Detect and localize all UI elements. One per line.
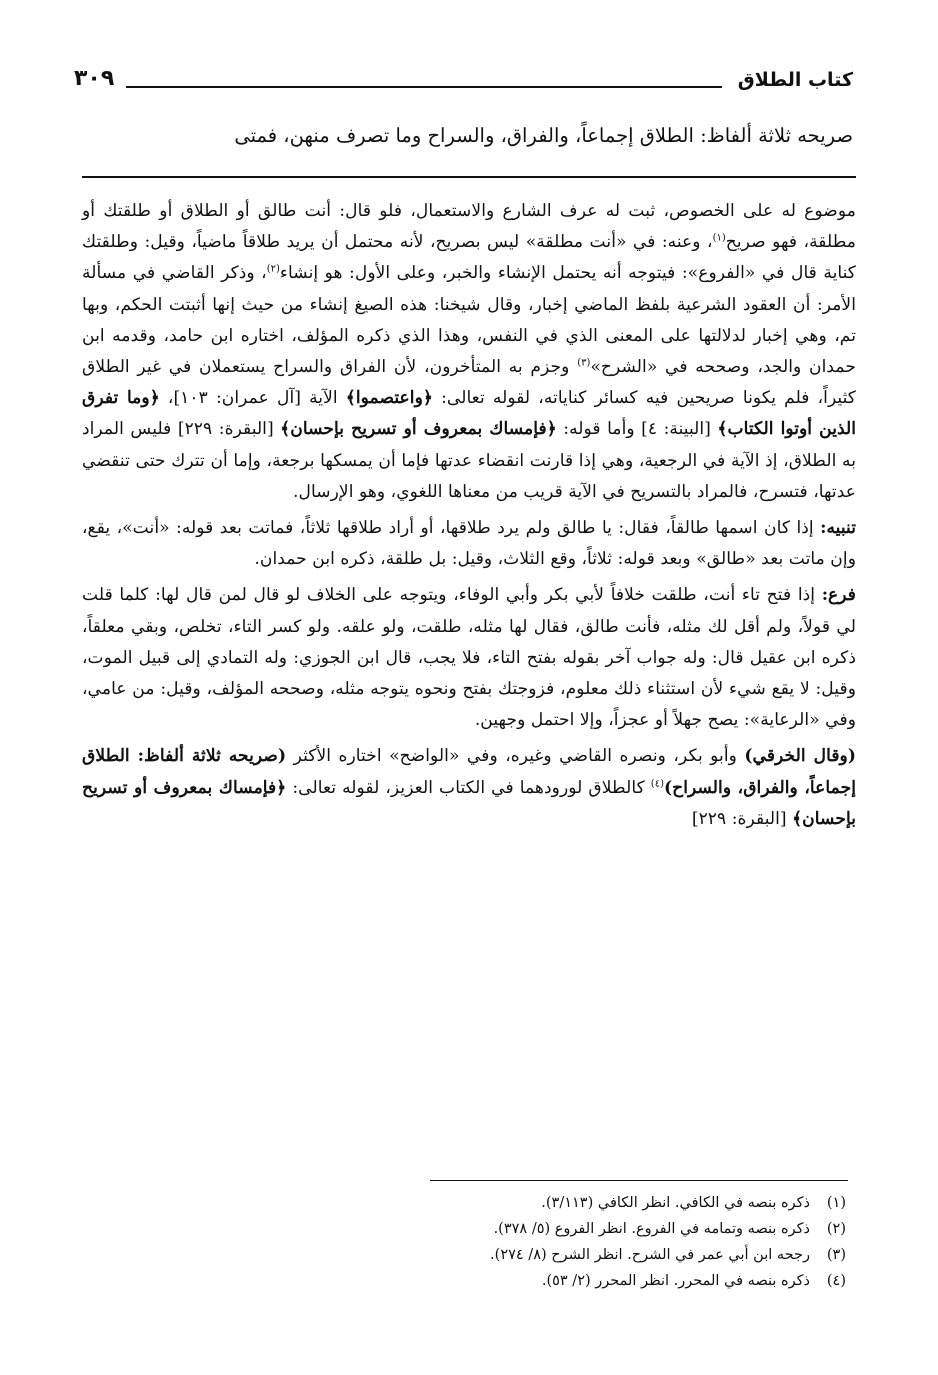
- footnote-3: [100, 1242, 846, 1268]
- body-text: [البقرة: ٢٢٩]: [691, 808, 793, 829]
- commentary-paragraph: [82, 513, 856, 575]
- footnote-text: ذكره بنصه في الكافي. انظر الكافي (٣/١١٣).: [541, 1195, 810, 1211]
- body-text: إذا فتح تاء أنت، طلقت خلافاً لأبي بكر وأبي الوفاء، ويتوجه على الخلاف لو قال لمن قال لها: كلما قلت لي قولاً، ولم أقل لك مثله، فأنت طالق، فقال لها مثله، طلقت، ولو علقه. ولو كسر التاء، تخلص، وبقي معلقاً، ذكره ابن عقيل قال: وله جواب آخر بقوله بفتح التاء، فلا يجب، قال ابن الجوزي: وله التمادي إلى قبيل الموت، وقيل: لا يقع شيء لأن استثناء ذلك معلوم، فزوجتك بفتح ونحوه يتوجه مثله، وصححه المؤلف، وقيل: من عامي، وفي «الرعاية»: يصح جهلاً أو عجزاً، وإلا احتمل وجهين.: [82, 585, 856, 731]
- body-text: موضوع له على الخصوص، ثبت له عرف الشارع والاستعمال، فلو قال: أنت طالق أو الطلاق أو طلقتك أو مطلقة، فهو صريح: [82, 201, 856, 253]
- body-text: إذا كان اسمها طالقاً، فقال: يا طالق ولم يرد طلاقها، أو أراد طلاقها ثلاثاً، فماتت بعد قوله: «أنت»، يقع، وإن ماتت بعد «طالق» وبعد قوله: ثلاثاً، وقع الثلاث، وقيل: بل طلقة، ذكره ابن حمدان.: [82, 518, 856, 570]
- footnote-text: رجحه ابن أبي عمر في الشرح. انظر الشرح (٨/ ٢٧٤).: [490, 1247, 810, 1263]
- footnote-2: [100, 1216, 846, 1242]
- footnote-reference: (٣): [577, 357, 591, 369]
- matn-text: صريحه ثلاثة ألفاظ: الطلاق إجماعاً، والفراق، والسراح وما تصرف منهن، فمتى: [234, 124, 853, 147]
- body-text: ، وعنه: في «أنت مطلقة» ليس بصريح، لأنه محتمل أن يريد طلاقاً ماضياً، وقيل: وطلقتك كناية قال في «الفروع»: فيتوجه أنه يحتمل الإنشاء والخبر، وعلى الأول: هو إنشاء: [82, 232, 856, 284]
- matn-divider: [82, 176, 856, 178]
- header-rule: [126, 86, 721, 88]
- footnote-number: (٢): [826, 1221, 846, 1237]
- bold-text: تنبيه:: [820, 518, 856, 539]
- bold-text: (وقال الخرقي): [744, 746, 856, 767]
- footnote-reference: (٢): [266, 263, 280, 275]
- footnote-reference: (٤): [650, 777, 664, 789]
- footnote-number: (١): [826, 1195, 846, 1211]
- bold-text: (صريحه ثلاثة ألفاظ: الطلاق إجماعاً، والفراق، والسراح): [82, 746, 856, 798]
- bold-text: ﴿فإمساك بمعروف أو تسريح بإحسان﴾: [280, 419, 557, 440]
- footnote-1: [100, 1190, 846, 1216]
- page-number: ٣٠٩: [74, 66, 115, 91]
- footnote-divider: [430, 1180, 848, 1181]
- bold-text: ﴿وما تفرق الذين أوتوا الكتاب﴾: [82, 388, 857, 440]
- bold-text: ﴿واعتصموا﴾: [345, 388, 433, 409]
- footnote-number: (٤): [826, 1273, 846, 1289]
- footnotes: [100, 1190, 846, 1294]
- body-text: وجزم به المتأخرون، لأن الفراق والسراح يستعملان في غير الطلاق كثيراً، فلم يكونا صريحين فيه كسائر كناياته، لقوله تعالى:: [82, 357, 856, 409]
- body-text: ، وذكر القاضي في مسألة الأمر: أن العقود الشرعية بلفظ الماضي إخبار، وقال شيخنا: هذه الصيغ إنشاء من حيث إنها أثبتت الحكم، وبها تم، وهي إخبار لدلالتها على المعنى الذي في النفس، وهذا الذي ذكره المؤلف، اختاره ابن حامد، وقدمه ابن حمدان والجد، وصححه في «الشرح»: [82, 263, 856, 378]
- footnote-text: ذكره بنصه في المحرر. انظر المحرر (٢/ ٥٣).: [541, 1273, 810, 1289]
- footnote-text: ذكره بنصه وتمامه في الفروع. انظر الفروع (٥/ ٣٧٨).: [493, 1221, 810, 1237]
- body-text: [البقرة: ٢٢٩] فليس المراد به الطلاق، إذ الآية في الرجعية، وهي إذا قارنت انقضاء عدتها فإما أن يمسكها برجعة، وإما أن تترك حتى تنقضي عدتها، فتسرح، فالمراد بالتسريح في الآية قريب من معناها اللغوي، وهو الإرسال.: [82, 419, 856, 502]
- commentary-paragraph: [82, 196, 856, 508]
- commentary-paragraph: [82, 580, 856, 736]
- footnote-reference: (١): [712, 232, 726, 244]
- running-title: كتاب الطلاق: [737, 69, 853, 91]
- body-text: الآية [آل عمران: ١٠٣]،: [159, 388, 346, 409]
- body-text: وأبو بكر، ونصره القاضي وغيره، وفي «الواضح» اختاره الأكثر: [286, 746, 745, 767]
- bold-text: فرع:: [821, 585, 856, 606]
- running-header: [74, 56, 853, 90]
- footnote-number: (٣): [826, 1247, 846, 1263]
- body-text: كالطلاق لورودهما في الكتاب العزيز، لقوله تعالى:: [286, 777, 651, 798]
- bold-text: ﴿فإمساك بمعروف أو تسريح بإحسان﴾: [82, 777, 856, 829]
- commentary-paragraph: [82, 741, 856, 835]
- body-text: [البينة: ٤] وأما قوله:: [556, 419, 718, 440]
- footnote-4: [100, 1268, 846, 1294]
- commentary-body: [82, 196, 856, 1180]
